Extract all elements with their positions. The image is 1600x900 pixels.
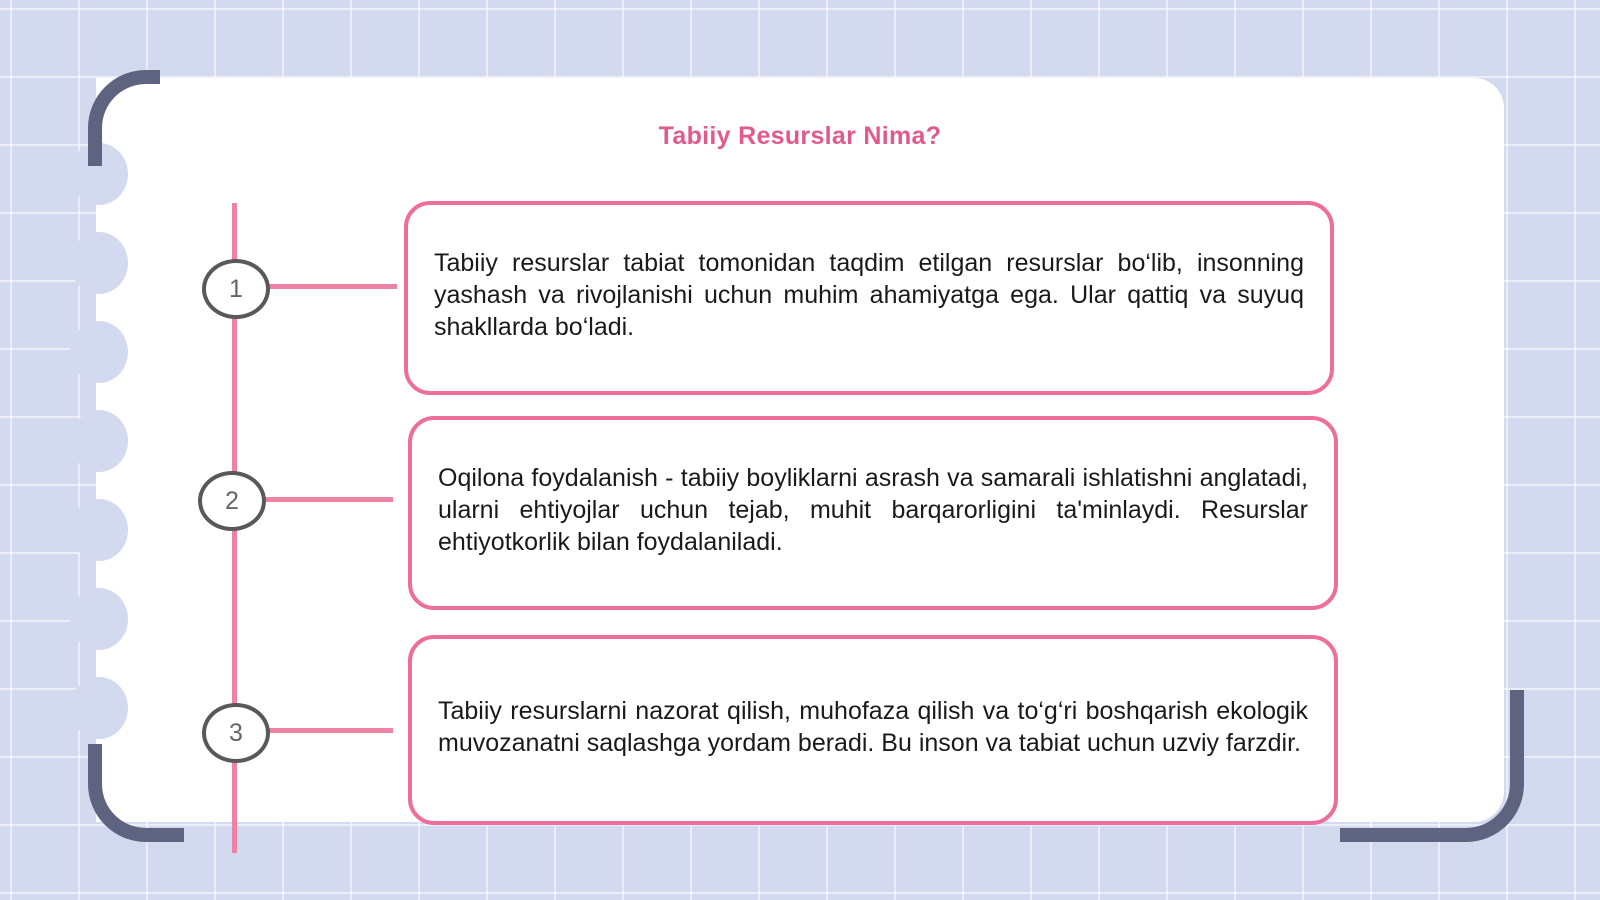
corner-bracket-bottom-right [1340,690,1524,842]
step-number-badge: 1 [202,259,270,319]
card-edge-notch [70,499,128,561]
card-edge-notch [70,232,128,294]
card-edge-notch [70,588,128,650]
step-number-badge: 3 [202,703,270,763]
timeline-connector [259,497,393,502]
corner-bracket-bottom-left [88,744,184,842]
info-box [408,416,1338,610]
step-number-badge: 2 [198,471,266,531]
card-edge-notch [70,677,128,739]
info-box-text: Oqilona foydalanish - tabiiy boyliklarni asrash va samarali ishlatishni anglatadi, ularni ehtiyojlar uchun tejab, muhit barqarorligini ta'minlaydi. Resurslar ehtiyotkorlik bilan foydalaniladi. [438,464,1308,556]
card-edge-notch [70,321,128,383]
card-edge-notch [70,410,128,472]
info-box [408,635,1338,825]
info-box [404,201,1334,395]
page-title: Tabiiy Resurslar Nima? [658,122,942,150]
timeline-connector [263,728,393,733]
timeline-connector [263,284,397,289]
info-box-text: Tabiiy resurslarni nazorat qilish, muhofaza qilish va to‘g‘ri boshqarish ekologik muvozanatni saqlashga yordam beradi. Bu inson va tabiat uchun uzviy farzdir. [438,697,1308,757]
info-box-text: Tabiiy resurslar tabiat tomonidan taqdim etilgan resurslar bo‘lib, insonning yashash va rivojlanishi uchun muhim ahamiyatga ega. Ular qattiq va suyuq shakllarda bo‘ladi. [434,249,1304,341]
